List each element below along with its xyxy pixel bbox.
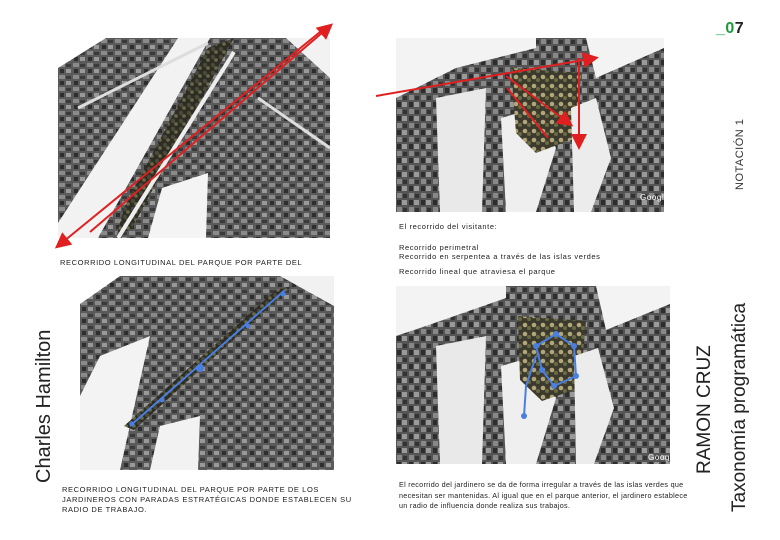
page-number-digit: 7 xyxy=(734,20,745,37)
page-number xyxy=(716,20,744,38)
author-right-name: RAMON CRUZ xyxy=(694,345,715,474)
map-watermark-bottom: Google xyxy=(648,453,678,462)
section-label: NOTACIÓN 1 xyxy=(734,118,746,190)
visitor-legend-lineal: Recorrido lineal que atraviesa el parque xyxy=(399,267,556,276)
author-left: Charles Hamilton xyxy=(33,329,55,483)
visitor-legend-title: El recorrido del visitante: xyxy=(399,222,498,231)
visitor-legend-perimetral: Recorrido perimetral xyxy=(399,243,479,252)
page-number-prefix: _0 xyxy=(716,20,735,37)
caption-left-top: RECORRIDO LONGITUDINAL DEL PARQUE POR PARTE DEL xyxy=(60,258,303,267)
visitor-legend-serpentea: Recorrido en serpentea a través de las islas verdes xyxy=(399,252,601,261)
caption-left-bottom: RECORRIDO LONGITUDINAL DEL PARQUE POR PARTE DE LOS JARDINEROS CON PARADAS ESTRATÉGICAS DONDE ESTABLECEN SU RADIO DE TRABAJO. xyxy=(62,485,352,514)
caption-right-bottom: El recorrido del jardinero se da de forma irregular a través de las islas verdes que necesitan ser mantenidas. Al igual que en el parque anterior, el jardinero establece un radio de influencia donde realiza sus trabajos. xyxy=(399,480,688,510)
map-bottom-left xyxy=(80,276,334,470)
map-watermark-top: Google xyxy=(640,193,670,202)
author-right-subtitle: Taxonomía programática xyxy=(729,302,750,512)
map-bottom-right xyxy=(396,286,670,464)
map-top-left xyxy=(58,38,330,238)
map-top-right xyxy=(396,38,664,212)
